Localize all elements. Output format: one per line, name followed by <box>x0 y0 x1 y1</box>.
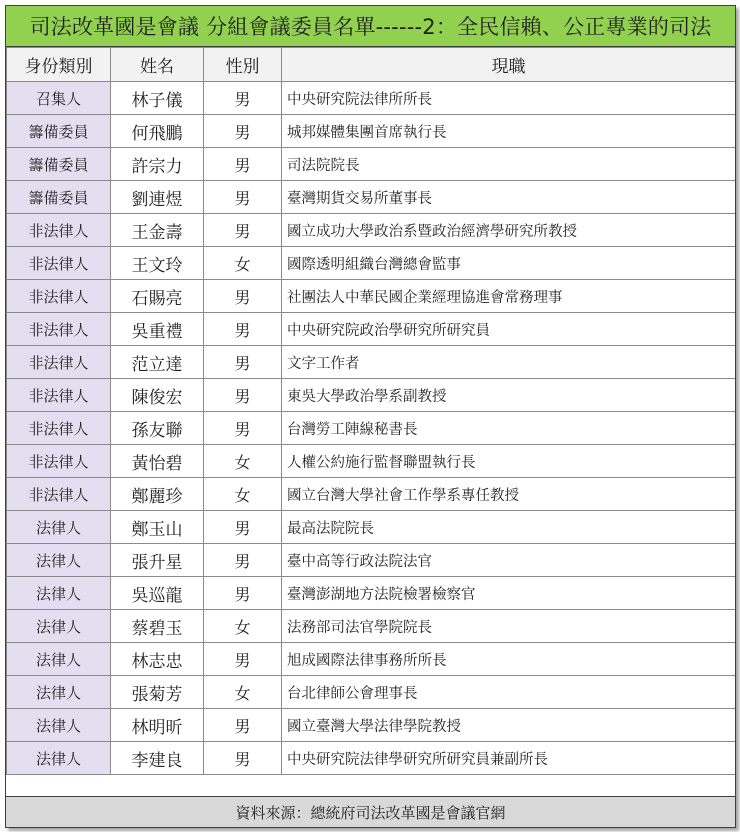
gender-cell: 男 <box>204 115 282 148</box>
name-cell: 許宗力 <box>111 148 204 181</box>
name-cell: 蔡碧玉 <box>111 610 204 643</box>
category-cell: 法律人 <box>7 544 111 577</box>
gender-cell: 女 <box>204 247 282 280</box>
category-cell: 非法律人 <box>7 280 111 313</box>
name-cell: 鄭麗珍 <box>111 478 204 511</box>
gender-cell: 男 <box>204 148 282 181</box>
gender-cell: 男 <box>204 313 282 346</box>
table-row <box>7 544 736 577</box>
gender-cell: 男 <box>204 577 282 610</box>
table-row <box>7 148 736 181</box>
category-cell: 法律人 <box>7 643 111 676</box>
category-cell: 籌備委員 <box>7 148 111 181</box>
source-footer: 資料來源：總統府司法改革國是會議官網 <box>6 796 735 827</box>
header-position: 現職 <box>282 48 736 82</box>
gender-cell: 女 <box>204 610 282 643</box>
position-cell: 國立成功大學政治系暨政治經濟學研究所教授 <box>282 214 736 247</box>
table-row <box>7 379 736 412</box>
position-cell: 中央研究院政治學研究所研究員 <box>282 313 736 346</box>
name-cell: 陳俊宏 <box>111 379 204 412</box>
position-cell: 國立台灣大學社會工作學系專任教授 <box>282 478 736 511</box>
position-cell: 旭成國際法律事務所所長 <box>282 643 736 676</box>
table-row <box>7 445 736 478</box>
table-row <box>7 280 736 313</box>
table-row <box>7 610 736 643</box>
category-cell: 非法律人 <box>7 445 111 478</box>
position-cell: 國立臺灣大學法律學院教授 <box>282 709 736 742</box>
table-row <box>7 412 736 445</box>
table-row <box>7 511 736 544</box>
table-row <box>7 313 736 346</box>
gender-cell: 男 <box>204 280 282 313</box>
name-cell: 王文玲 <box>111 247 204 280</box>
name-cell: 黃怡碧 <box>111 445 204 478</box>
category-cell: 籌備委員 <box>7 181 111 214</box>
position-cell: 最高法院院長 <box>282 511 736 544</box>
category-cell: 法律人 <box>7 577 111 610</box>
gender-cell: 男 <box>204 709 282 742</box>
table-row <box>7 346 736 379</box>
category-cell: 召集人 <box>7 82 111 115</box>
gender-cell: 男 <box>204 181 282 214</box>
category-cell: 非法律人 <box>7 478 111 511</box>
name-cell: 林明昕 <box>111 709 204 742</box>
name-cell: 范立達 <box>111 346 204 379</box>
category-cell: 非法律人 <box>7 214 111 247</box>
gender-cell: 男 <box>204 742 282 775</box>
table-row <box>7 709 736 742</box>
table-row <box>7 577 736 610</box>
name-cell: 石賜亮 <box>111 280 204 313</box>
gender-cell: 男 <box>204 214 282 247</box>
position-cell: 中央研究院法律學研究所研究員兼副所長 <box>282 742 736 775</box>
name-cell: 何飛鵬 <box>111 115 204 148</box>
name-cell: 孫友聯 <box>111 412 204 445</box>
table-row <box>7 181 736 214</box>
committee-roster-sheet <box>5 5 736 828</box>
position-cell: 司法院院長 <box>282 148 736 181</box>
position-cell: 臺灣澎湖地方法院檢署檢察官 <box>282 577 736 610</box>
table-row <box>7 643 736 676</box>
gender-cell: 女 <box>204 676 282 709</box>
table-row <box>7 214 736 247</box>
gender-cell: 女 <box>204 445 282 478</box>
position-cell: 臺灣期貨交易所董事長 <box>282 181 736 214</box>
gender-cell: 男 <box>204 412 282 445</box>
name-cell: 鄭玉山 <box>111 511 204 544</box>
header-gender: 性別 <box>204 48 282 82</box>
name-cell: 林志忠 <box>111 643 204 676</box>
category-cell: 法律人 <box>7 742 111 775</box>
table-row <box>7 82 736 115</box>
name-cell: 王金壽 <box>111 214 204 247</box>
category-cell: 法律人 <box>7 709 111 742</box>
table-row <box>7 115 736 148</box>
category-cell: 非法律人 <box>7 412 111 445</box>
category-cell: 籌備委員 <box>7 115 111 148</box>
position-cell: 東吳大學政治學系副教授 <box>282 379 736 412</box>
table-row <box>7 247 736 280</box>
gender-cell: 男 <box>204 643 282 676</box>
name-cell: 李建良 <box>111 742 204 775</box>
position-cell: 文字工作者 <box>282 346 736 379</box>
table-row <box>7 742 736 775</box>
header-name: 姓名 <box>111 48 204 82</box>
name-cell: 張菊芳 <box>111 676 204 709</box>
table-header-row <box>7 48 736 82</box>
category-cell: 法律人 <box>7 676 111 709</box>
gender-cell: 男 <box>204 544 282 577</box>
position-cell: 台北律師公會理事長 <box>282 676 736 709</box>
name-cell: 張升星 <box>111 544 204 577</box>
category-cell: 非法律人 <box>7 379 111 412</box>
page-title: 司法改革國是會議 分組會議委員名單------2：全民信賴、公正專業的司法 <box>6 6 735 47</box>
gender-cell: 男 <box>204 346 282 379</box>
gender-cell: 男 <box>204 82 282 115</box>
name-cell: 林子儀 <box>111 82 204 115</box>
member-table <box>6 47 736 775</box>
position-cell: 中央研究院法律所所長 <box>282 82 736 115</box>
gender-cell: 男 <box>204 511 282 544</box>
header-category: 身份類別 <box>7 48 111 82</box>
category-cell: 非法律人 <box>7 346 111 379</box>
position-cell: 國際透明組織台灣總會監事 <box>282 247 736 280</box>
position-cell: 台灣勞工陣線秘書長 <box>282 412 736 445</box>
gender-cell: 男 <box>204 379 282 412</box>
category-cell: 法律人 <box>7 610 111 643</box>
name-cell: 吳巡龍 <box>111 577 204 610</box>
category-cell: 非法律人 <box>7 247 111 280</box>
position-cell: 法務部司法官學院院長 <box>282 610 736 643</box>
name-cell: 吳重禮 <box>111 313 204 346</box>
name-cell: 劉連煜 <box>111 181 204 214</box>
position-cell: 社團法人中華民國企業經理協進會常務理事 <box>282 280 736 313</box>
position-cell: 人權公約施行監督聯盟執行長 <box>282 445 736 478</box>
position-cell: 城邦媒體集團首席執行長 <box>282 115 736 148</box>
category-cell: 法律人 <box>7 511 111 544</box>
category-cell: 非法律人 <box>7 313 111 346</box>
table-body <box>7 82 736 775</box>
table-row <box>7 478 736 511</box>
table-row <box>7 676 736 709</box>
gender-cell: 女 <box>204 478 282 511</box>
position-cell: 臺中高等行政法院法官 <box>282 544 736 577</box>
